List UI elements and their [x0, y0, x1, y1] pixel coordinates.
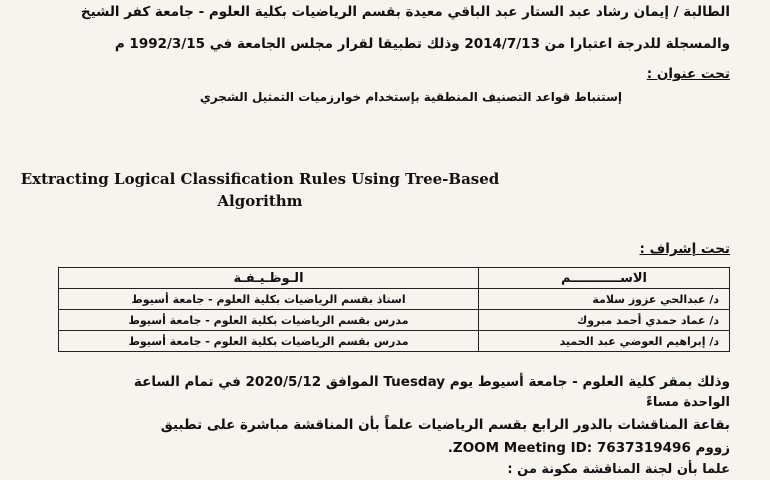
zoom-meeting-line: زووم ZOOM Meeting ID: 7637319496. — [447, 440, 730, 456]
supervisor-name: د/ عبدالحي عزوز سلامة — [479, 289, 730, 310]
table-row — [59, 331, 730, 352]
english-title-line2: Algorithm — [217, 192, 303, 210]
arabic-thesis-title: إستنباط قواعد التصنيف المنطقية بإستخدام خوارزميات التمثيل الشجري — [199, 90, 622, 104]
col-position-header: الـوظـيـفـة — [59, 268, 479, 289]
announcement-line1: وذلك بمقر كلية العلوم - جامعة أسيوط يوم Tuesday الموافق 2020/5/12 في تمام الساعة — [133, 374, 730, 390]
supervisors-table — [58, 267, 730, 352]
supervisor-position: مدرس بقسم الرياضيات بكلية العلوم - جامعة أسيوط — [59, 331, 479, 352]
table-header-row — [59, 268, 730, 289]
announcement-line3: بقاعة المناقشات بالدور الرابع بقسم الرياضيات علماً بأن المناقشة مباشرة على تطبيق — [160, 417, 730, 433]
title-label: تحت عنوان : — [646, 66, 730, 82]
student-line: الطالبة / إيمان رشاد عبد الستار عبد الباقي معيدة بقسم الرياضيات بكلية العلوم - جامعة كفر الشيخ — [80, 4, 730, 20]
supervision-label: تحت إشراف : — [639, 241, 730, 257]
table-row — [59, 289, 730, 310]
supervisor-name: د/ إبراهيم العوضي عبد الحميد — [479, 331, 730, 352]
table-row — [59, 310, 730, 331]
supervisor-position: مدرس بقسم الرياضيات بكلية العلوم - جامعة أسيوط — [59, 310, 479, 331]
registration-line: والمسجلة للدرجة اعتبارا من 2014/7/13 وذلك تطبيقا لقرار مجلس الجامعة في 1992/3/15 م — [114, 36, 730, 52]
supervisor-name: د/ عماد حمدي أحمد مبروك — [479, 310, 730, 331]
committee-line: علما بأن لجنة المناقشة مكونة من : — [507, 462, 730, 477]
supervisor-position: استاذ بقسم الرياضيات بكلية العلوم - جامعة أسيوط — [59, 289, 479, 310]
announcement-line2: الواحدة مساءً — [646, 395, 730, 410]
english-title-line1: Extracting Logical Classification Rules Using Tree-Based — [20, 170, 500, 188]
col-name-header: الاســـــــــــم — [479, 268, 730, 289]
